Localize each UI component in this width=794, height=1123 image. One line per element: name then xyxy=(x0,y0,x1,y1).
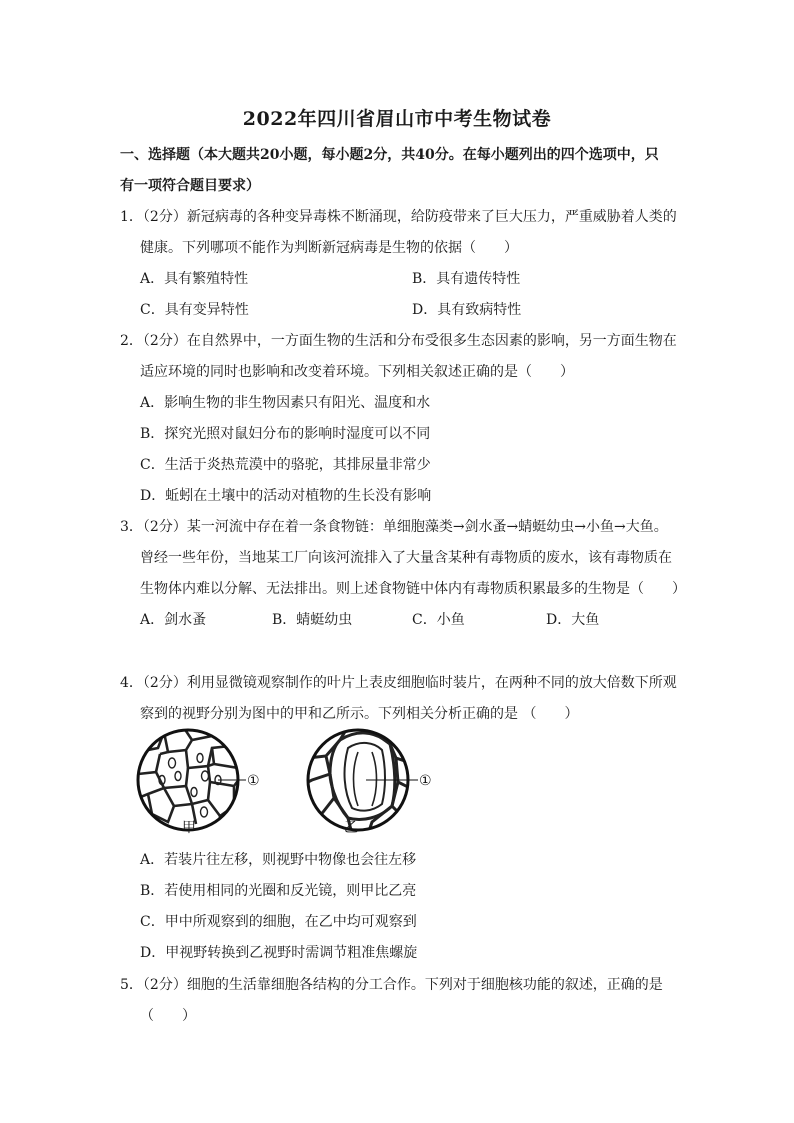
figure-marker-right: ① xyxy=(419,773,432,789)
question-4-option-a: A．若装片往左移，则视野中物像也会往左移 xyxy=(140,852,417,868)
question-3-line2: 曾经一些年份，当地某工厂向该河流排入了大量含某种有毒物质的废水，该有毒物质在 xyxy=(140,550,672,566)
question-1-option-b: B．具有遗传特性 xyxy=(412,271,521,287)
question-1-line2: 健康。下列哪项不能作为判断新冠病毒是生物的依据（ ） xyxy=(140,240,518,256)
question-1-option-d: D．具有致病特性 xyxy=(412,302,522,318)
question-4-option-c: C．甲中所观察到的细胞，在乙中均可观察到 xyxy=(140,914,417,930)
question-1-option-a: A．具有繁殖特性 xyxy=(140,271,249,287)
figure-label-yi: 乙 xyxy=(344,820,358,836)
section-heading-line2: 有一项符合题目要求） xyxy=(120,178,260,194)
question-1-option-c: C．具有变异特性 xyxy=(140,302,249,318)
question-3-option-c: C．小鱼 xyxy=(412,612,465,628)
question-4-line1: 4．（2分）利用显微镜观察制作的叶片上表皮细胞临时装片，在两种不同的放大倍数下所观 xyxy=(120,675,677,691)
question-3-line3: 生物体内难以分解、无法排出。则上述食物链中体内有毒物质积累最多的生物是（ ） xyxy=(140,581,686,597)
figure-label-jia: 甲 xyxy=(182,820,196,836)
question-4-option-b: B．若使用相同的光圈和反光镜，则甲比乙亮 xyxy=(140,883,417,899)
exam-title: 2022年四川省眉山市中考生物试卷 xyxy=(242,108,552,130)
question-5-line1: 5．（2分）细胞的生活靠细胞各结构的分工合作。下列对于细胞核功能的叙述，正确的是 xyxy=(120,977,663,993)
question-4-option-d: D．甲视野转换到乙视野时需调节粗准焦螺旋 xyxy=(140,945,418,961)
figure-marker-left: ① xyxy=(247,773,260,789)
question-1-line1: 1．（2分）新冠病毒的各种变异毒株不断涌现，给防疫带来了巨大压力，严重威胁着人类的 xyxy=(120,209,677,225)
field-yi xyxy=(308,730,418,834)
question-2-option-d: D．蚯蚓在土壤中的活动对植物的生长没有影响 xyxy=(140,488,432,504)
question-2-line1: 2．（2分）在自然界中，一方面生物的生活和分布受很多生态因素的影响，另一方面生物在 xyxy=(120,333,677,349)
question-4-line2: 察到的视野分别为图中的甲和乙所示。下列相关分析正确的是 （ ） xyxy=(140,706,579,722)
question-3-option-d: D．大鱼 xyxy=(546,612,600,628)
question-3-line1: 3．（2分）某一河流中存在着一条食物链：单细胞藻类→剑水蚤→蜻蜓幼虫→小鱼→大鱼。 xyxy=(120,519,668,535)
question-2-line2: 适应环境的同时也影响和改变着环境。下列相关叙述正确的是（ ） xyxy=(140,364,574,380)
field-jia xyxy=(138,728,246,830)
question-3-option-a: A．剑水蚤 xyxy=(140,612,207,628)
question-2-option-a: A．影响生物的非生物因素只有阳光、温度和水 xyxy=(140,395,431,411)
question-2-option-c: C．生活于炎热荒漠中的骆驼，其排尿量非常少 xyxy=(140,457,431,473)
section-heading-line1: 一、选择题（本大题共20小题，每小题2分，共40分。在每小题列出的四个选项中，只 xyxy=(120,147,659,163)
question-3-option-b: B．蜻蜓幼虫 xyxy=(272,612,353,628)
question-5-line2: （ ） xyxy=(140,1008,196,1024)
question-2-option-b: B．探究光照对鼠妇分布的影响时湿度可以不同 xyxy=(140,426,431,442)
